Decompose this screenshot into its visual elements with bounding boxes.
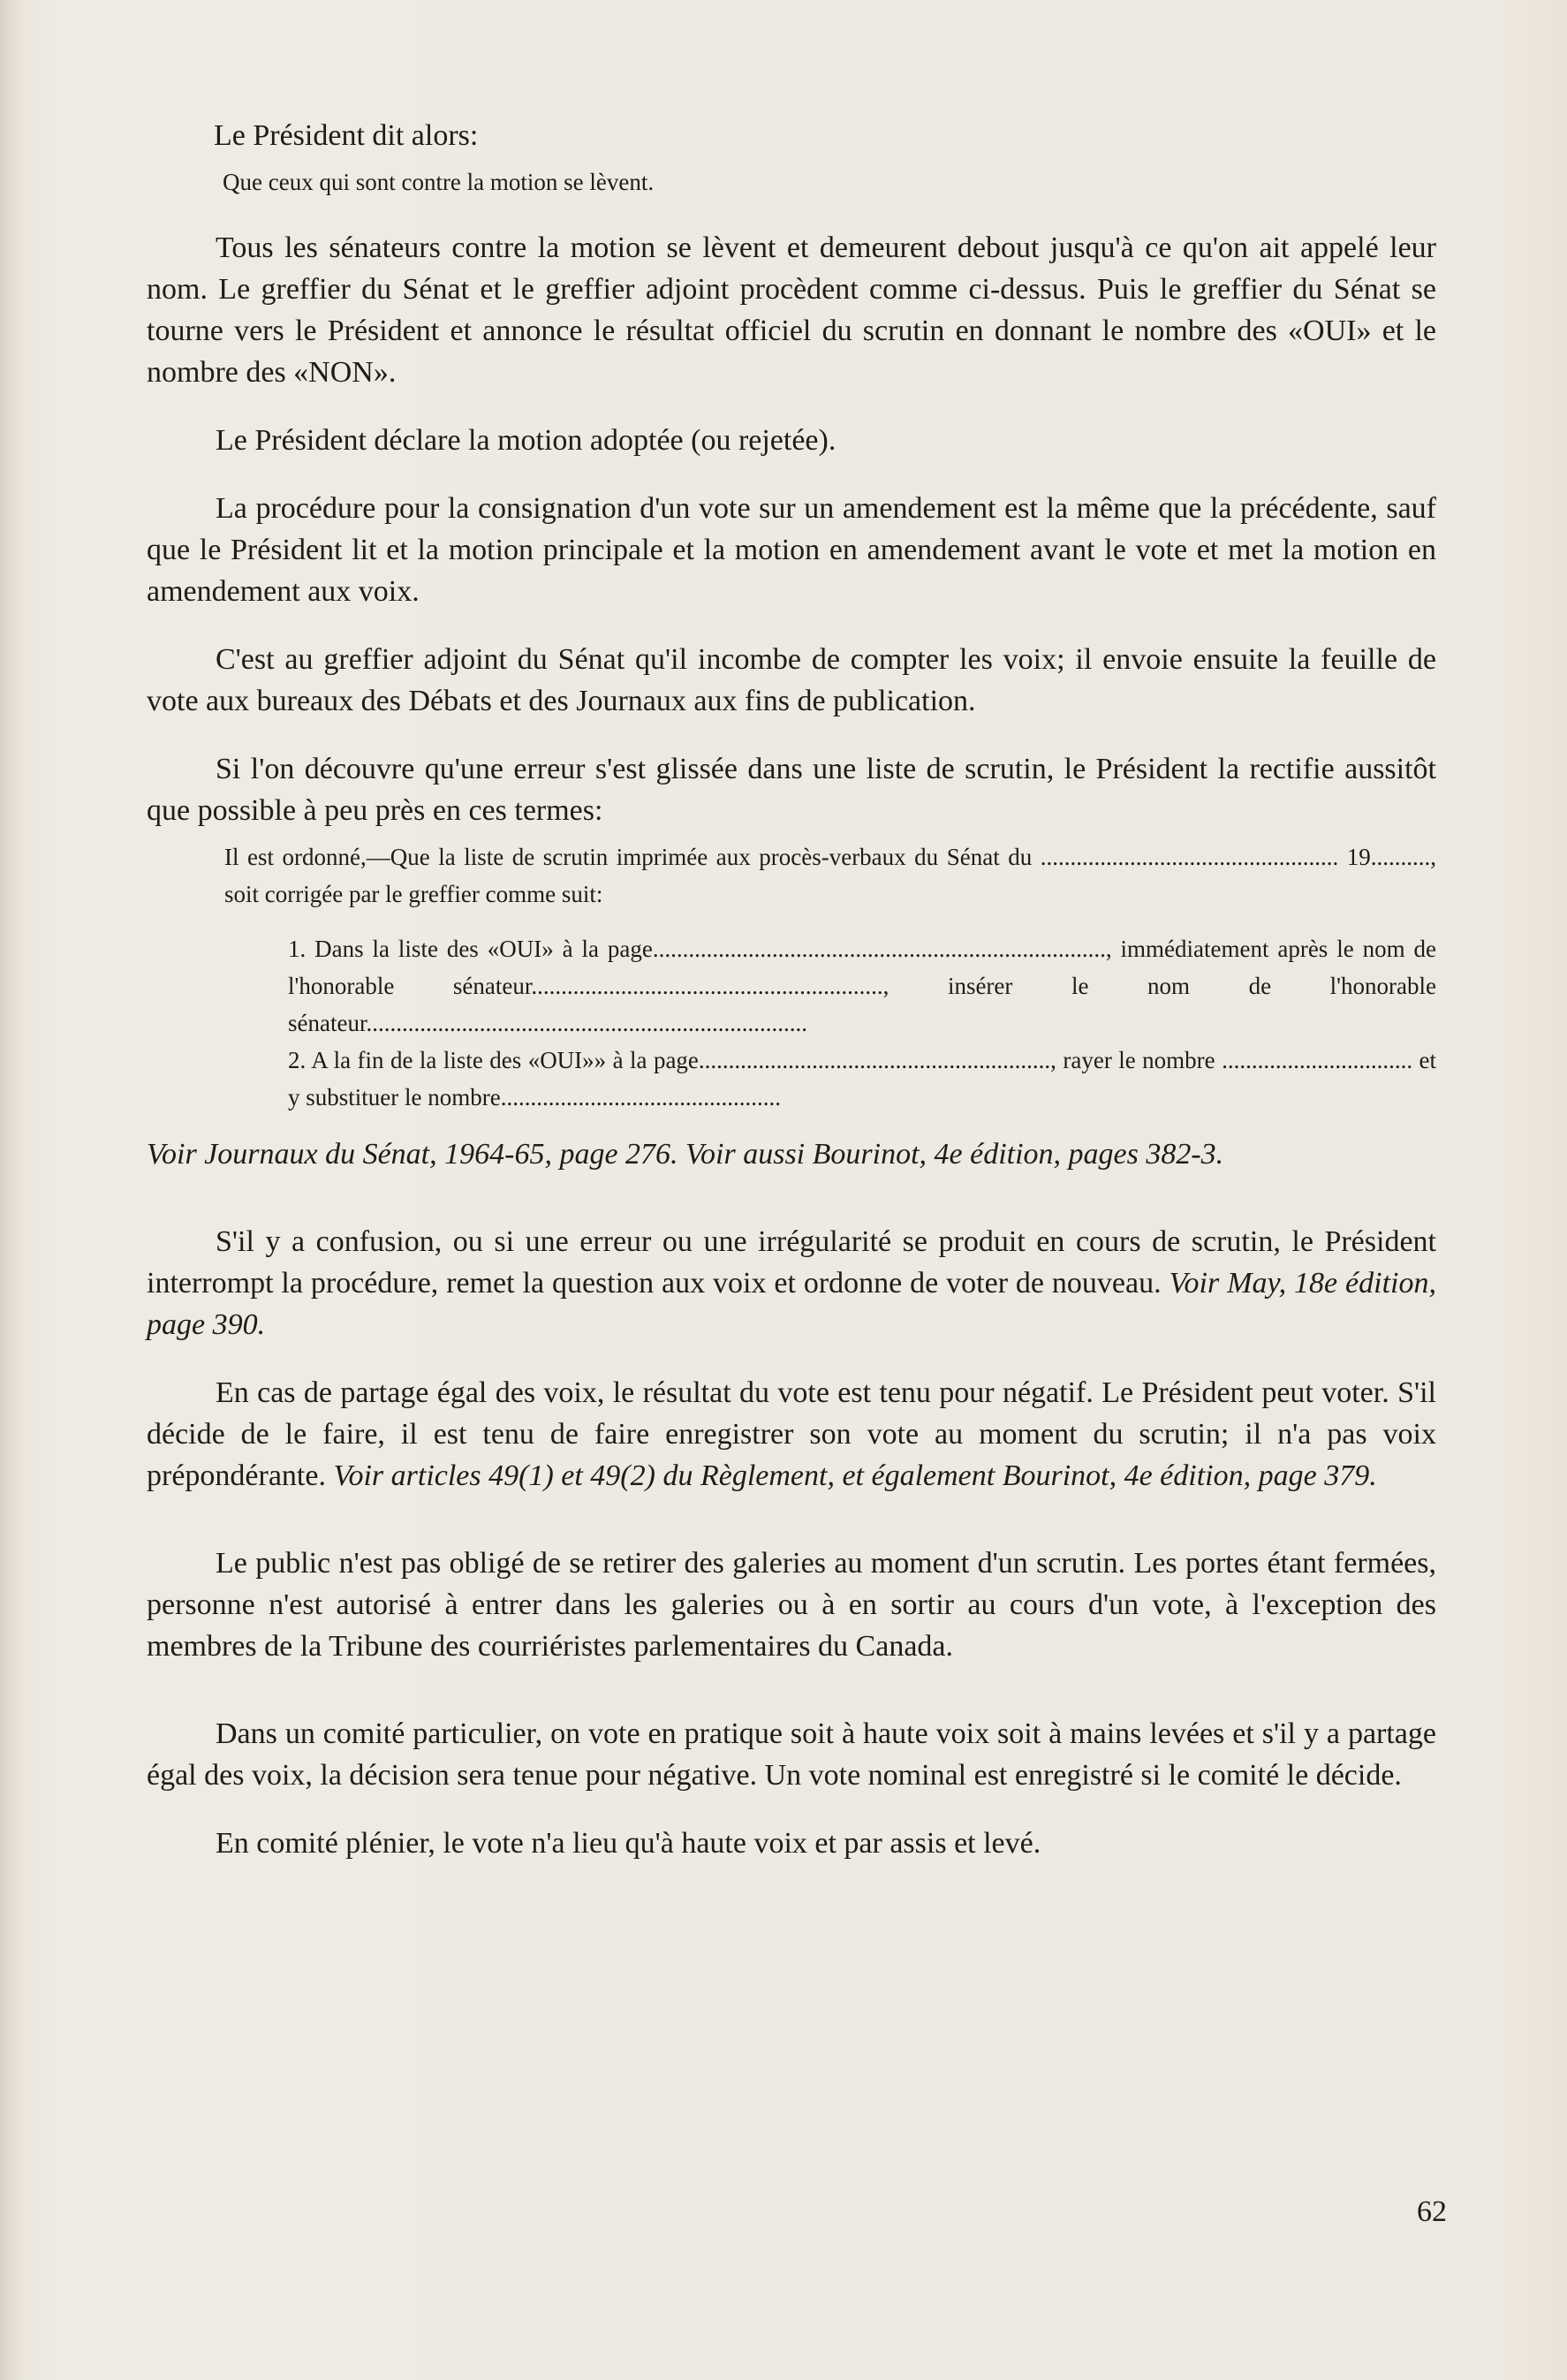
citation-journaux: Voir Journaux du Sénat, 1964-65, page 276. Voir aussi Bourinot, 4e édition, pages 382-3. <box>147 1138 1224 1171</box>
form-item-1: 1. Dans la liste des «OUI» à la page............................................................................, immédiatement après le nom de l'honorable sénateur..........................................................., insérer le nom de l'honorable sénateur.......................................................................... <box>288 936 1436 1036</box>
paragraph-amendment-procedure: La procédure pour la consignation d'un vote sur un amendement est la même que la précédente, sauf que le Président lit et la motion principale et la motion en amendement avant le vote et met la motion en amendement aux voix. <box>147 492 1436 608</box>
page-body <box>147 115 1436 1864</box>
page-number: 62 <box>1417 2195 1447 2228</box>
paragraph-senators-stand: Tous les sénateurs contre la motion se lèvent et demeurent debout jusqu'à ce qu'on ait appelé leur nom. Le greffier du Sénat et le greffier adjoint procèdent comme ci-dessus. Puis le greffier du Sénat se tourne vers le Président et annonce le résultat officiel du scrutin en donnant le nombre des «OUI» et le nombre des «NON». <box>147 231 1436 389</box>
paragraph-committee-whole: En comité plénier, le vote n'a lieu qu'à haute voix et par assis et levé. <box>216 1827 1041 1860</box>
paragraph-public-galleries: Le public n'est pas obligé de se retirer des galeries au moment d'un scrutin. Les portes étant fermées, personne n'est autorisé à entrer dans les galeries ou à en sortir au cours d'un vote, à l'exception des membres de la Tribune des courriéristes parlementaires du Canada. <box>147 1547 1436 1663</box>
paragraph-vote-counting: C'est au greffier adjoint du Sénat qu'il incombe de compter les voix; il envoie ensuite la feuille de vote aux bureaux des Débats et des Journaux aux fins de publication. <box>147 643 1436 717</box>
paragraph-tie-vote <box>147 1372 1436 1497</box>
tie-vote-citation: Voir articles 49(1) et 49(2) du Règlement, et également Bourinot, 4e édition, page 379. <box>333 1459 1377 1492</box>
tie-vote-text: En cas de partage égal des voix, le résultat du vote est tenu pour négatif. Le Président peut voter. S'il décide de le faire, il est tenu de faire enregistrer son vote au moment du scrutin; il n'a pas voix prépondérante. <box>147 1376 1436 1492</box>
paragraph-error-correction: Si l'on découvre qu'une erreur s'est glissée dans une liste de scrutin, le Président la rectifie aussitôt que possible à peu près en ces termes: <box>147 753 1436 827</box>
confusion-text: S'il y a confusion, ou si une erreur ou une irrégularité se produit en cours de scrutin, le Président interrompt la procédure, remet la question aux voix et ordonne de voter de nouveau. <box>147 1225 1436 1300</box>
form-intro: Il est ordonné,—Que la liste de scrutin imprimée aux procès-verbaux du Sénat du .................................................. 19.........., soit corrigée par le greffier comme suit: <box>224 844 1436 907</box>
quoted-motion: Que ceux qui sont contre la motion se lèvent. <box>223 169 655 195</box>
confusion-citation: Voir May, 18e édition, page 390. <box>147 1267 1436 1341</box>
paragraph-special-committee: Dans un comité particulier, on vote en pratique soit à haute voix soit à mains levées et s'il y a partage égal des voix, la décision sera tenue pour négative. Un vote nominal est enregistré si le comité le décide. <box>147 1717 1436 1792</box>
paragraph-confusion <box>147 1221 1436 1345</box>
form-item-2: 2. A la fin de la liste des «OUI»» à la page..........................................................., rayer le nombre ................................ et y substituer le nombre............................................... <box>288 1047 1436 1110</box>
paragraph-motion-declared: Le Président déclare la motion adoptée (ou rejetée). <box>216 424 836 457</box>
paragraph-president-says: Le Président dit alors: <box>214 119 479 152</box>
